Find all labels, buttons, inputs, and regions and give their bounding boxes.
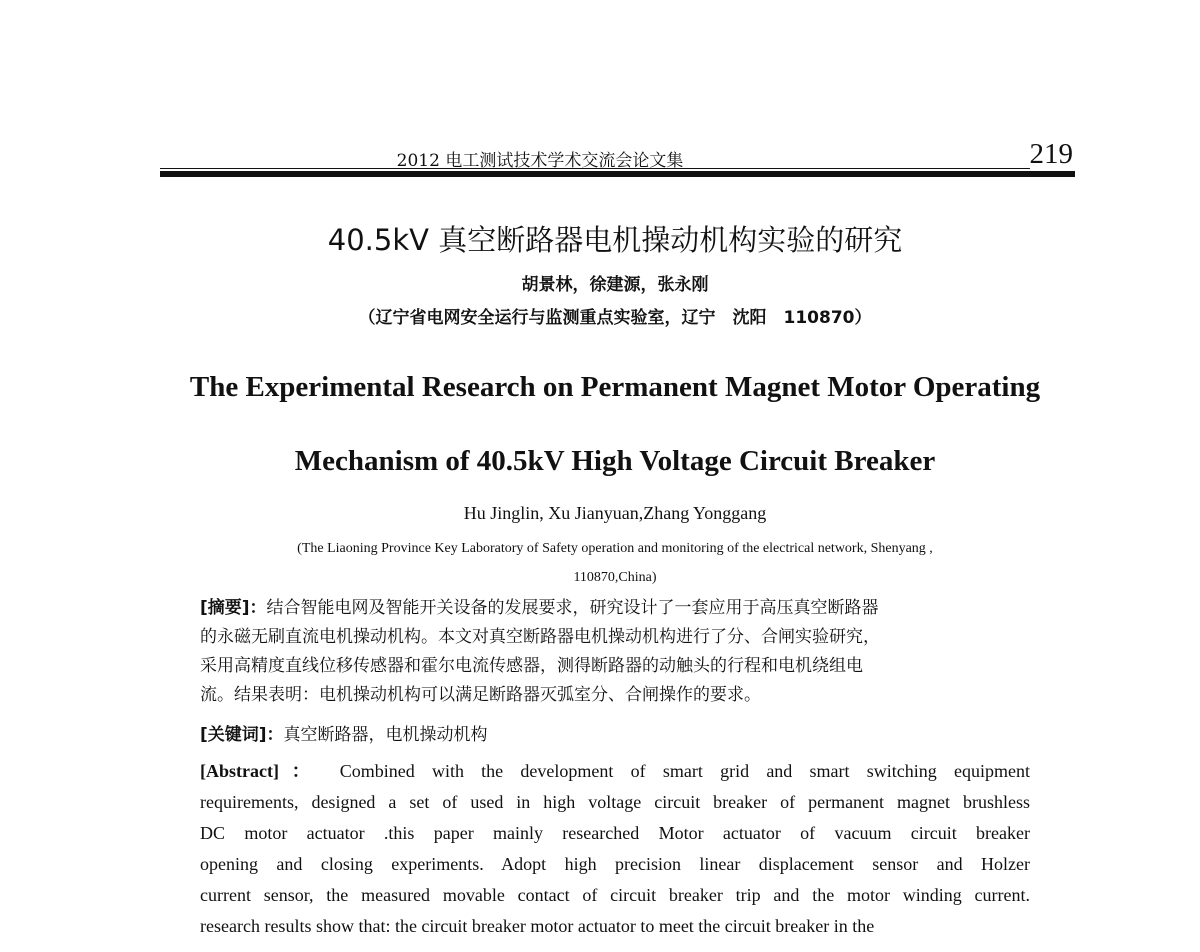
header-rule-thick (160, 171, 1075, 177)
english-title-line-2: Mechanism of 40.5kV High Voltage Circuit Breaker (294, 445, 936, 477)
english-title-line-1: The Experimental Research on Permanent Magnet Motor Operating (189, 371, 1041, 403)
english-abstract-line (200, 756, 1030, 787)
english-abstract-line: opening and closing experiments. Adopt high precision linear displacement sensor and Holzer (200, 854, 1030, 874)
chinese-keywords (200, 721, 488, 750)
chinese-keywords-label: [关键词]： (200, 725, 284, 745)
english-affiliation-line-2: 110870,China) (573, 570, 657, 585)
english-authors: Hu Jinglin, Xu Jianyuan,Zhang Yonggang (463, 503, 767, 523)
proceedings-title: 2012 电工测试技术学术交流会论文集 (396, 151, 684, 171)
chinese-abstract-line: 流。结果表明：电机操动机构可以满足断路器灭弧室分、合闸操作的要求。 (200, 685, 761, 705)
chinese-title: 40.5kV 真空断路器电机操动机构实验的研究 (327, 223, 903, 257)
chinese-keywords-text: 真空断路器，电机操动机构 (283, 725, 488, 745)
english-abstract-line: DC motor actuator .this paper mainly researched Motor actuator of vacuum circuit breaker (200, 823, 1030, 843)
english-abstract-line: research results show that: the circuit breaker motor actuator to meet the circuit breaker in the (200, 916, 875, 936)
header-rule-thin (160, 168, 1030, 169)
english-abstract-line: requirements, designed a set of used in high voltage circuit breaker of permanent magnet brushless (200, 792, 1030, 812)
english-abstract (200, 756, 1030, 942)
chinese-abstract-text: 结合智能电网及智能开关设备的发展要求，研究设计了一套应用于高压真空断路器 (266, 598, 879, 618)
chinese-abstract-line: 采用高精度直线位移传感器和霍尔电流传感器，测得断路器的动触头的行程和电机绕组电 (200, 656, 863, 676)
english-abstract-label: [Abstract]： (200, 761, 323, 781)
chinese-abstract (200, 594, 1030, 710)
page-number: 219 (1029, 138, 1073, 170)
chinese-abstract-line (200, 594, 1030, 623)
english-abstract-line: current sensor, the measured movable contact of circuit breaker trip and the motor winding current. (200, 885, 1030, 905)
chinese-abstract-label: [摘要]： (200, 598, 267, 618)
english-abstract-text: Combined with the development of smart grid and smart switching equipment (339, 761, 1030, 781)
chinese-abstract-line: 的永磁无刷直流电机操动机构。本文对真空断路器电机操动机构进行了分、合闸实验研究， (200, 627, 880, 647)
chinese-affiliation: （辽宁省电网安全运行与监测重点实验室，辽宁 沈阳 110870） (358, 308, 872, 328)
english-affiliation-line-1: (The Liaoning Province Key Laboratory of Safety operation and monitoring of the electrical network, Shenyang , (297, 541, 933, 556)
chinese-authors: 胡景林，徐建源，张永刚 (521, 275, 709, 295)
